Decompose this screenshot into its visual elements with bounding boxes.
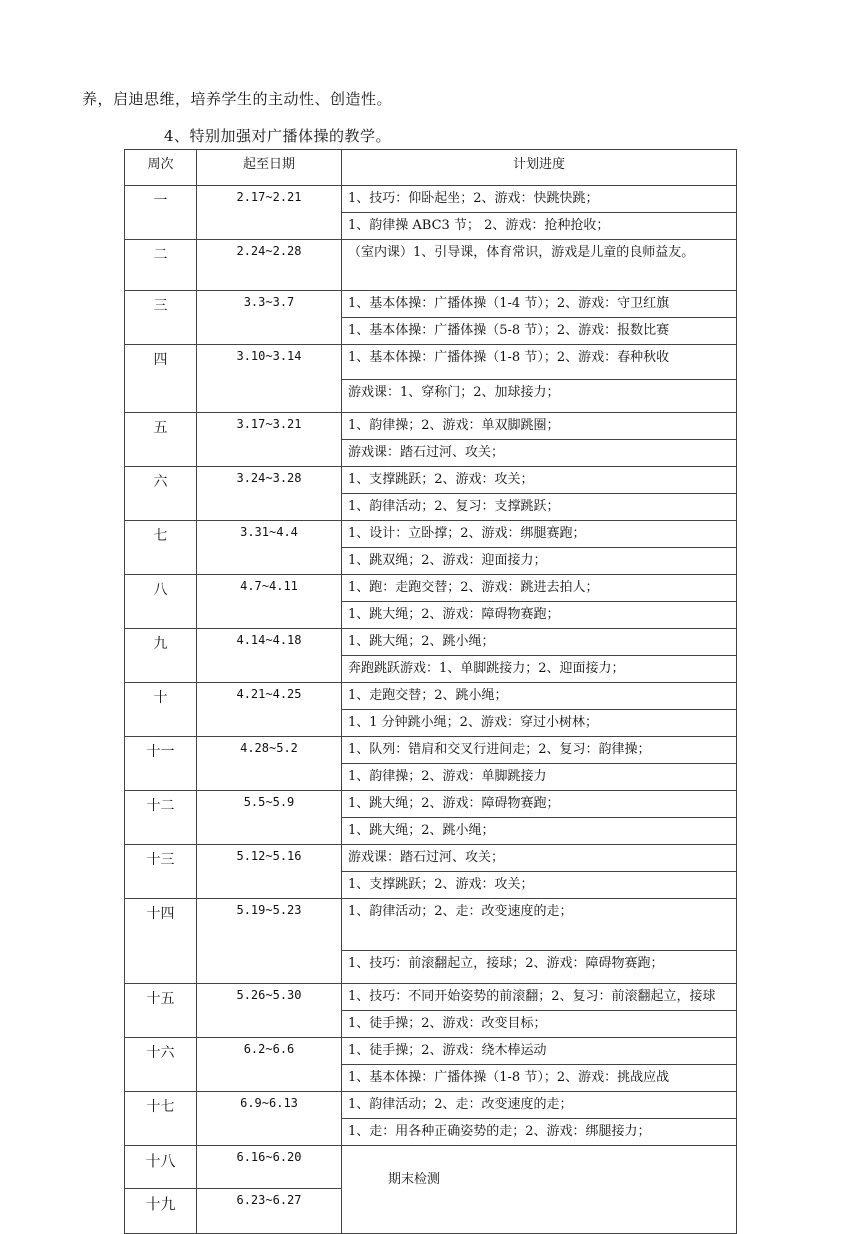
date-cell: 2.24~2.28 [197, 240, 342, 291]
schedule-table [124, 149, 737, 1234]
week-cell: 十四 [125, 899, 197, 984]
date-cell: 3.24~3.28 [197, 467, 342, 521]
date-cell: 3.3~3.7 [197, 291, 342, 345]
final-exam-cell: 期末检测 [342, 1146, 737, 1234]
date-cell: 3.17~3.21 [197, 413, 342, 467]
plan-cell: 1、韵律活动；2、复习：支撑跳跃； [342, 494, 737, 521]
date-cell: 3.10~3.14 [197, 345, 342, 413]
date-cell: 4.14~4.18 [197, 629, 342, 683]
plan-cell: 1、韵律操；2、游戏：单脚跳接力 [342, 764, 737, 791]
plan-cell: 1、支撑跳跃；2、游戏：攻关； [342, 467, 737, 494]
table-row [125, 291, 737, 318]
plan-cell: 1、走跑交替；2、跳小绳； [342, 683, 737, 710]
plan-cell: 1、设计：立卧撑；2、游戏：绑腿赛跑； [342, 521, 737, 548]
week-cell: 一 [125, 186, 197, 240]
date-cell: 6.16~6.20 [197, 1146, 342, 1189]
plan-cell: 1、基本体操：广播体操（1-8 节）；2、游戏：挑战应战 [342, 1065, 737, 1092]
table-row [125, 240, 737, 291]
week-cell: 七 [125, 521, 197, 575]
plan-cell: 奔跑跳跃游戏：1、单脚跳接力；2、迎面接力； [342, 656, 737, 683]
plan-cell: 1、韵律操 ABC3 节； 2、游戏：抢种抢收； [342, 213, 737, 240]
table-row [125, 345, 737, 380]
date-cell: 3.31~4.4 [197, 521, 342, 575]
table-row [125, 737, 737, 764]
week-cell: 五 [125, 413, 197, 467]
plan-cell: 1、支撑跳跃；2、游戏：攻关； [342, 872, 737, 899]
date-cell: 4.28~5.2 [197, 737, 342, 791]
header-plan: 计划进度 [342, 150, 737, 186]
table-row [125, 845, 737, 872]
plan-cell: 1、徒手操；2、游戏：绕木棒运动 [342, 1038, 737, 1065]
week-cell: 四 [125, 345, 197, 413]
week-cell: 十三 [125, 845, 197, 899]
week-cell: 十九 [125, 1189, 197, 1234]
plan-cell: 游戏课：1、穿称门；2、加球接力； [342, 380, 737, 413]
section-heading: 4、特别加强对广播体操的教学。 [164, 127, 392, 145]
plan-cell: 1、徒手操；2、游戏：改变目标； [342, 1011, 737, 1038]
plan-cell: 1、基本体操：广播体操（1-4 节）；2、游戏：守卫红旗 [342, 291, 737, 318]
plan-cell: 1、队列：错肩和交叉行进间走；2、复习：韵律操； [342, 737, 737, 764]
table-row [125, 629, 737, 656]
intro-paragraph: 养，启迪思维，培养学生的主动性、创造性。 [82, 90, 393, 108]
week-cell: 十六 [125, 1038, 197, 1092]
date-cell: 5.19~5.23 [197, 899, 342, 984]
table-row [125, 791, 737, 818]
table-row [125, 575, 737, 602]
week-cell: 十二 [125, 791, 197, 845]
plan-cell: 1、跳双绳；2、游戏：迎面接力； [342, 548, 737, 575]
plan-cell: 1、基本体操：广播体操（5-8 节）；2、游戏：报数比赛 [342, 318, 737, 345]
header-row [125, 150, 737, 186]
plan-cell: 1、技巧：不同开始姿势的前滚翻；2、复习：前滚翻起立，接球 [342, 984, 737, 1011]
week-cell: 十五 [125, 984, 197, 1038]
table-row [125, 1038, 737, 1065]
plan-cell: 游戏课：踏石过河、攻关； [342, 845, 737, 872]
plan-cell: 1、韵律活动；2、走：改变速度的走； [342, 899, 737, 951]
week-cell: 十一 [125, 737, 197, 791]
date-cell: 6.9~6.13 [197, 1092, 342, 1146]
plan-cell: 1、技巧：仰卧起坐；2、游戏：快跳快跳； [342, 186, 737, 213]
date-cell: 5.5~5.9 [197, 791, 342, 845]
header-week: 周次 [125, 150, 197, 186]
plan-cell: 1、技巧：前滚翻起立，接球；2、游戏：障碍物赛跑； [342, 951, 737, 984]
table-row [125, 984, 737, 1011]
week-cell: 二 [125, 240, 197, 291]
week-cell: 十 [125, 683, 197, 737]
plan-cell: 1、跳大绳；2、跳小绳； [342, 629, 737, 656]
date-cell: 6.23~6.27 [197, 1189, 342, 1234]
week-cell: 三 [125, 291, 197, 345]
date-cell: 4.21~4.25 [197, 683, 342, 737]
week-cell: 十七 [125, 1092, 197, 1146]
plan-cell: 1、跳大绳；2、游戏：障碍物赛跑； [342, 791, 737, 818]
table-row [125, 413, 737, 440]
table-row [125, 1146, 737, 1189]
plan-cell: 1、跑：走跑交替；2、游戏：跳进去拍人； [342, 575, 737, 602]
date-cell: 4.7~4.11 [197, 575, 342, 629]
table-row [125, 1092, 737, 1119]
table-row [125, 683, 737, 710]
week-cell: 九 [125, 629, 197, 683]
date-cell: 5.26~5.30 [197, 984, 342, 1038]
plan-cell: （室内课）1、引导课，体育常识，游戏是儿童的良师益友。 [342, 240, 737, 291]
week-cell: 六 [125, 467, 197, 521]
date-cell: 5.12~5.16 [197, 845, 342, 899]
plan-cell: 1、走：用各种正确姿势的走；2、游戏：绑腿接力； [342, 1119, 737, 1146]
plan-cell: 游戏课：踏石过河、攻关； [342, 440, 737, 467]
table-row [125, 899, 737, 951]
plan-cell: 1、韵律操；2、游戏：单双脚跳圈； [342, 413, 737, 440]
header-date: 起至日期 [197, 150, 342, 186]
plan-cell: 1、韵律活动；2、走：改变速度的走； [342, 1092, 737, 1119]
week-cell: 八 [125, 575, 197, 629]
plan-cell: 1、跳大绳；2、游戏：障碍物赛跑； [342, 602, 737, 629]
plan-cell: 1、基本体操：广播体操（1-8 节）；2、游戏：春种秋收 [342, 345, 737, 380]
plan-cell: 1、跳大绳；2、跳小绳； [342, 818, 737, 845]
date-cell: 6.2~6.6 [197, 1038, 342, 1092]
week-cell: 十八 [125, 1146, 197, 1189]
table-row [125, 186, 737, 213]
table-row [125, 467, 737, 494]
table-row [125, 521, 737, 548]
plan-cell: 1、1 分钟跳小绳；2、游戏：穿过小树林； [342, 710, 737, 737]
date-cell: 2.17~2.21 [197, 186, 342, 240]
